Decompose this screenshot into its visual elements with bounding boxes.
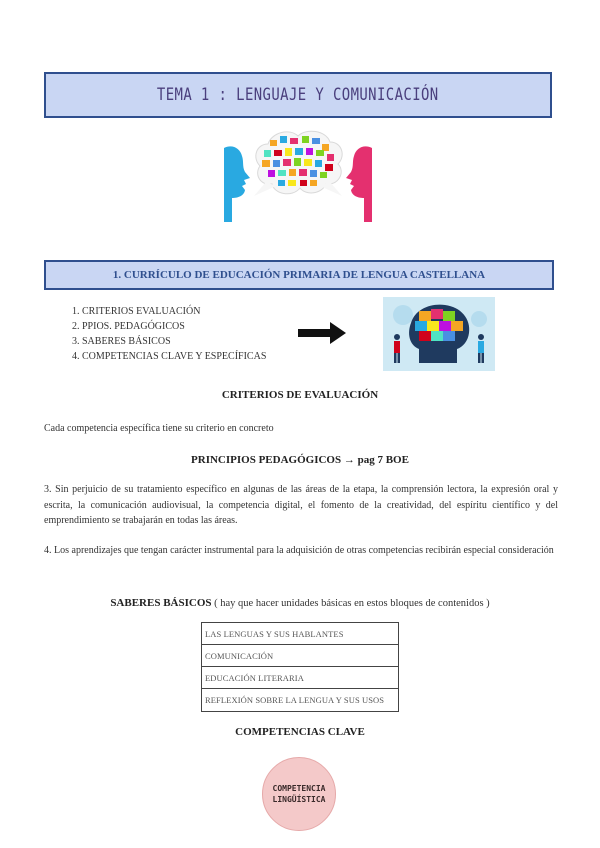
communication-illustration bbox=[218, 126, 378, 226]
curriculum-list bbox=[72, 304, 266, 364]
list-item: 1. CRITERIOS EVALUACIÓN bbox=[72, 306, 201, 317]
table-row: COMUNICACIÓN bbox=[202, 645, 398, 667]
saberes-table bbox=[201, 622, 399, 712]
puzzle-head-illustration bbox=[383, 297, 495, 371]
criterios-heading: CRITERIOS DE EVALUACIÓN bbox=[221, 389, 379, 401]
table-row: REFLEXIÓN SOBRE LA LENGUA Y SUS USOS bbox=[205, 695, 385, 705]
saberes-heading-line bbox=[0, 597, 600, 609]
list-item: 4. COMPETENCIAS CLAVE Y ESPECÍFICAS bbox=[72, 351, 267, 362]
saberes-heading: SABERES BÁSICOS bbox=[110, 597, 212, 609]
competencias-heading: COMPETENCIAS CLAVE bbox=[235, 726, 365, 738]
table-row: LAS LENGUAS Y SUS HABLANTES bbox=[202, 623, 398, 645]
competencia-linguistica-badge bbox=[262, 757, 336, 831]
section-title: 1. CURRÍCULO DE EDUCACIÓN PRIMARIA DE LENGUA CASTELLANA bbox=[112, 269, 486, 281]
badge-line-1: COMPETENCIA bbox=[272, 784, 326, 793]
title-banner bbox=[44, 72, 552, 118]
principios-paragraph-4: 4. Los aprendizajes que tengan carácter instrumental para la adquisición de otras competencias recibirán especial consideración bbox=[44, 545, 554, 556]
badge-line-2: LINGÜÍSTICA bbox=[272, 795, 326, 804]
right-face-silhouette bbox=[346, 146, 372, 222]
section-banner bbox=[44, 260, 554, 290]
page-title: TEMA 1 : LENGUAJE Y COMUNICACIÓN bbox=[157, 85, 439, 105]
principios-heading: PRINCIPIOS PEDAGÓGICOS → pag 7 BOE bbox=[191, 454, 409, 466]
list-item: 3. SABERES BÁSICOS bbox=[72, 336, 171, 347]
criterios-text: Cada competencia específica tiene su criterio en concreto bbox=[44, 423, 274, 434]
table-row: EDUCACIÓN LITERARIA bbox=[202, 667, 398, 689]
left-face-silhouette bbox=[224, 146, 250, 222]
principios-paragraph-3: 3. Sin perjuicio de su tratamiento específico en algunas de las áreas de la etapa, la comprensión lectora, la expresión oral y escrita, la comunicación audiovisual, la competencia digital, el fomento de la creatividad, del espíritu científico y del emprendimiento se trabajarán en todas las áreas. bbox=[44, 484, 558, 526]
saberes-note: ( hay que hacer unidades básicas en estos bloques de contenidos ) bbox=[211, 598, 490, 609]
list-item: 2. PPIOS. PEDAGÓGICOS bbox=[72, 321, 185, 332]
arrow-right-icon bbox=[298, 322, 346, 344]
